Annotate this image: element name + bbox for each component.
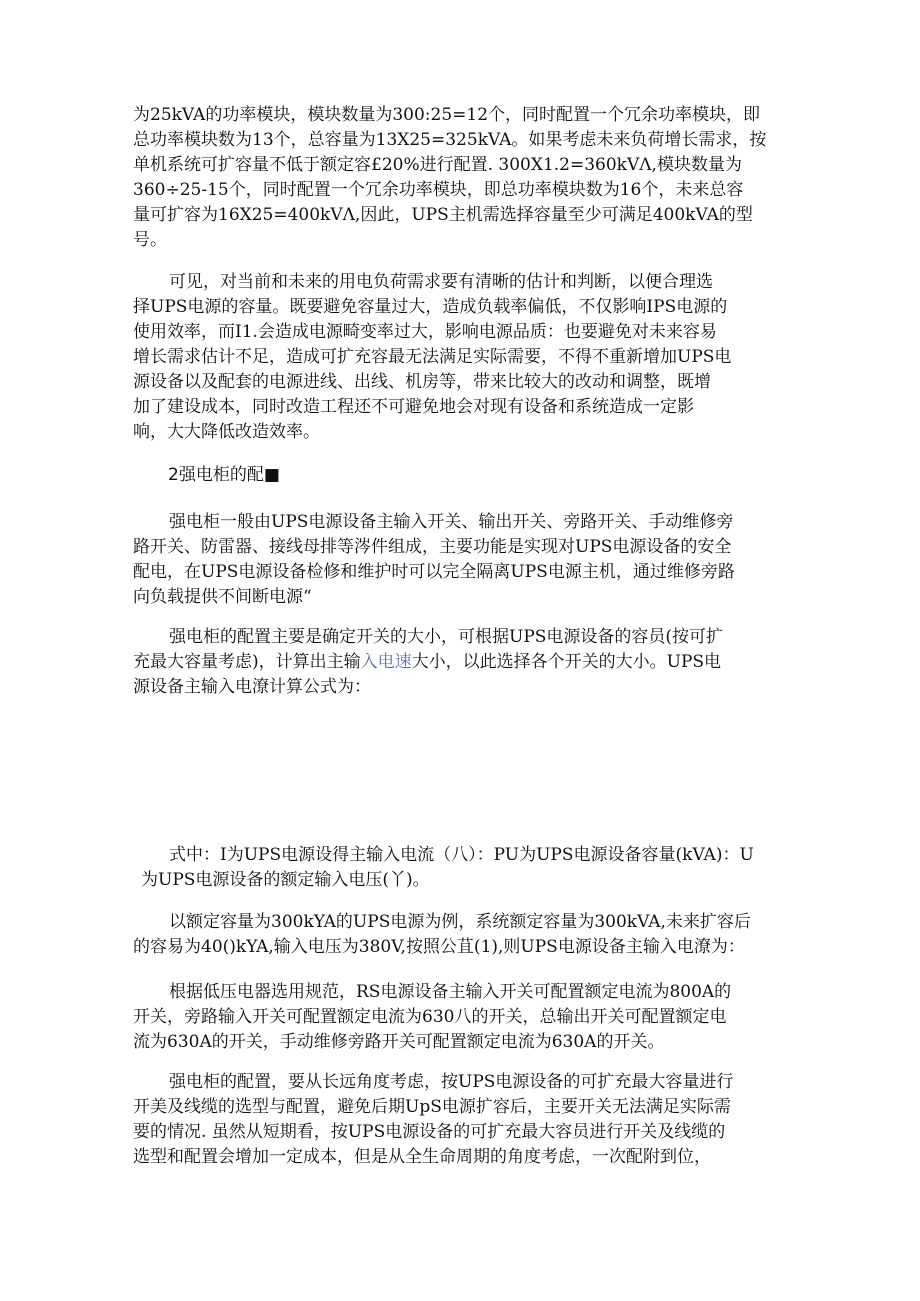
text-line: 强电柜的配置主要是确定开关的大小，可根据UPS电源设备的容员(按可扩 <box>169 627 724 647</box>
text-line: 选型和配置会增加一定成本，但是从全生命周期的角度考虑，一次配附到位， <box>133 1147 711 1167</box>
text-line: 择UPS电源的容量。既要避免容量过大，造成负载率偏低，不仅影响IPS电源的 <box>133 297 728 317</box>
text-line: 可见，对当前和未来的用电负荷需求要有清晰的估计和判断，以便合理选 <box>169 272 713 292</box>
text-line: 增长需求估计不足，造成可扩充容最无法满足实际需要，不得不重新增加UPS电 <box>133 347 732 367</box>
text-segment: 大小，以此选择各个开关的大小。UPS电 <box>411 652 722 672</box>
text-line: 强电柜一般由UPS电源设备主输入开关、输出开关、旁路开关、手动维修旁 <box>169 512 734 532</box>
text-line: 根据低压电器选用规范，RS电源设备主输入开关可配置额定电流为800A的 <box>169 982 732 1002</box>
text-segment: 充最大容量考虑)，计算出主输 <box>133 652 361 672</box>
text-line: 的容易为40()kYA,输入电压为380V,按照公苴(1),则UPS电源设备主输入电潦为： <box>133 937 745 957</box>
text-line: 以额定容量为300kYA的UPS电源为例，系统额定容量为300kVA,未来扩容后 <box>169 912 751 932</box>
text-line: 号。 <box>133 230 167 250</box>
text-line: 配电，在UPS电源设备检修和维护时可以完全隔离UPS电源主机，通过维修旁路 <box>133 562 735 582</box>
text-line: 使用效率，而I1.会造成电源畸变率过大，影响电源品质：也要避免对未来容易 <box>133 322 717 342</box>
text-line: 强电柜的配置，要从长远角度考虑，按UPS电源设备的可扩充最大容量进行 <box>169 1072 734 1092</box>
text-line: 路开关、防雷器、接线母排等涔件组成，主要功能是实现对UPS电源设备的安全 <box>133 537 732 557</box>
text-line: 为UPS电源设备的额定输入电压(丫)。 <box>141 870 430 890</box>
text-line: 源设备以及配套的电源进线、出线、机房等，带来比较大的改动和调整，既增 <box>133 372 711 392</box>
text-line: 开美及线缆的选型与配置，避免后期UpS电源扩容后，主要开关无法满足实际需 <box>133 1097 731 1117</box>
text-line: 向负载提供不间断电源“ <box>133 587 312 607</box>
paragraph-formula-legend <box>133 843 783 893</box>
text-line <box>133 650 783 675</box>
paragraph-switch-sizing <box>133 625 783 700</box>
text-line: 式中：I为UPS电源设得主输入电流（八）：PU为UPS电源设备容量(kVA)：U <box>169 845 754 865</box>
paragraph-cabinet-components <box>133 510 783 610</box>
text-line: 总功率模块数为13个，总容量为13X25=325kVA。如果考虑未来负荷增长需求，按 <box>133 130 767 150</box>
text-line: 为25kVA的功率模块，模块数量为300:25=12个，同时配置一个冗余功率模块，即 <box>133 105 761 125</box>
text-line: 量可扩容为16X25=400kVΛ,因此，UPS主机需选择容量至少可满足400kVA的型 <box>133 205 753 225</box>
section-heading: 2强电柜的配■ <box>168 465 280 485</box>
text-line: 加了建设成本，同时改造工程还不可避免地会对现有设备和系统造成一定影 <box>133 397 694 417</box>
paragraph-module-calculation <box>133 103 783 253</box>
text-line: 源设备主输入电潦计算公式为： <box>133 677 371 697</box>
paragraph-long-term-planning <box>133 1070 783 1170</box>
text-line: 单机系统可扩容量不低于额定容£20%进行配置. 300X1.2=360kVΛ,模块数量为 <box>133 155 742 175</box>
paragraph-example <box>133 910 783 960</box>
paragraph-switch-ratings <box>133 980 783 1055</box>
text-line: 360÷25-15个，同时配置一个冗余功率模块，即总功率模块数为16个，未来总容 <box>133 180 744 200</box>
text-line: 要的情况. 虽然从短期看，按UPS电源设备的可扩充最大容员进行开关及线缆的 <box>133 1122 726 1142</box>
inline-link[interactable]: 入电速 <box>360 652 412 672</box>
formula-placeholder <box>133 710 783 840</box>
text-line: 响，大大降低改造效率。 <box>133 422 320 442</box>
text-line: 流为630A的开关，手动维修旁路开关可配置额定电流为630A的开关。 <box>133 1032 665 1052</box>
text-line: 开关，旁路输入开关可配置额定电流为630八的开关，总输出开关可配置额定电 <box>133 1007 727 1027</box>
paragraph-capacity-estimation <box>133 270 783 445</box>
